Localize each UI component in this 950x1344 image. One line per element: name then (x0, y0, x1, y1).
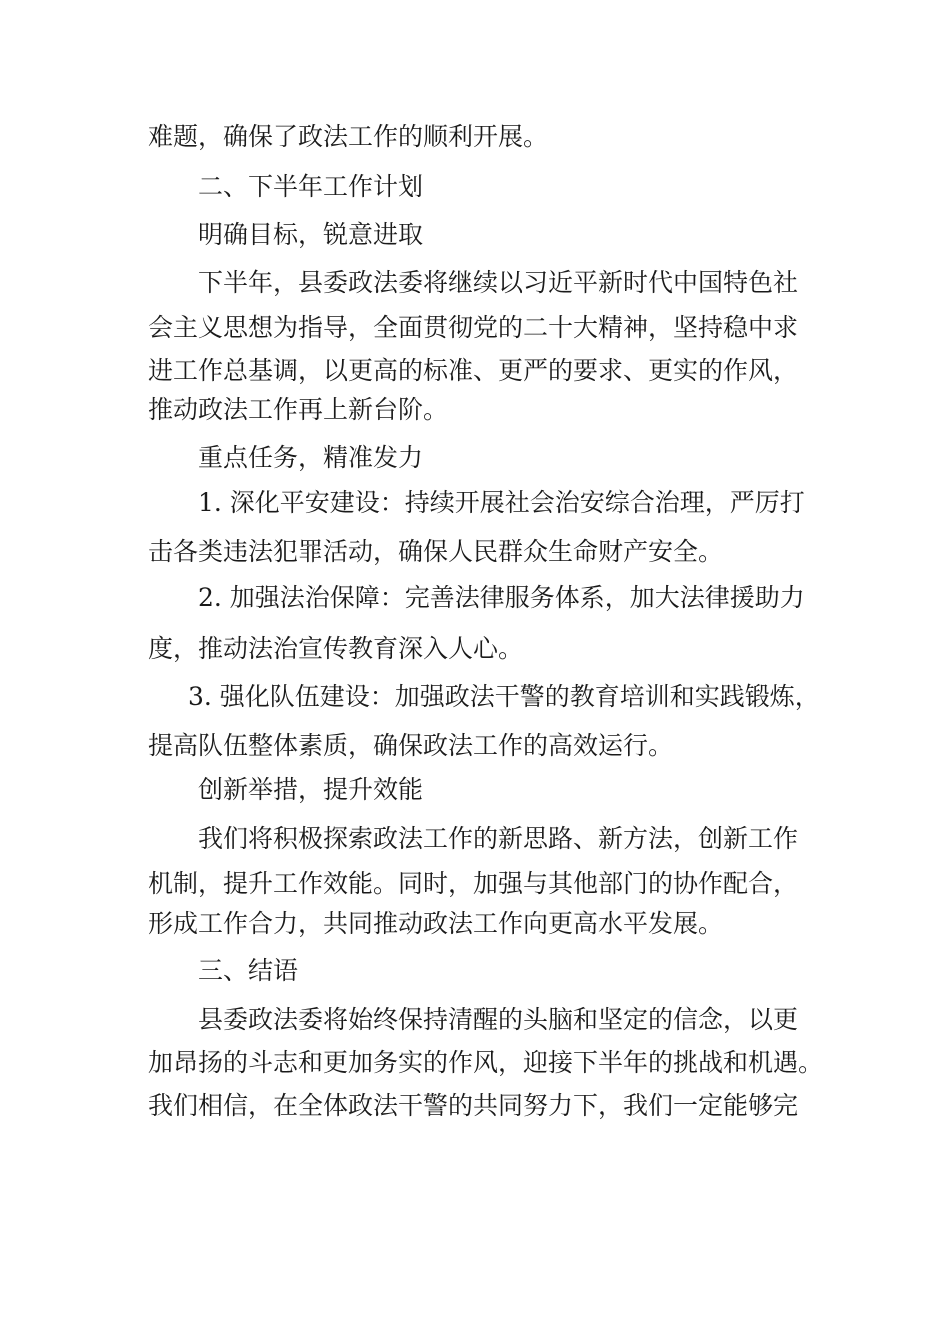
list-item-3: 3. 强化队伍建设：加强政法干警的教育培训和实践锻炼， (188, 682, 820, 711)
paragraph-line: 会主义思想为指导，全面贯彻党的二十大精神，坚持稳中求 (148, 313, 799, 342)
paragraph-line: 加昂扬的斗志和更加务实的作风，迎接下半年的挑战和机遇。 (148, 1048, 824, 1077)
subheading-innovation: 创新举措，提升效能 (198, 775, 424, 804)
paragraph-line: 难题，确保了政法工作的顺利开展。 (148, 122, 549, 151)
paragraph-line: 县委政法委将始终保持清醒的头脑和坚定的信念，以更 (198, 1005, 799, 1034)
paragraph-line: 我们相信，在全体政法干警的共同努力下，我们一定能够完 (148, 1091, 799, 1120)
paragraph-line: 下半年，县委政法委将继续以习近平新时代中国特色社 (198, 268, 799, 297)
list-item-2: 2. 加强法治保障：完善法律服务体系，加大法律援助力 (198, 583, 805, 612)
paragraph-line: 形成工作合力，共同推动政法工作向更高水平发展。 (148, 909, 724, 938)
section-heading-conclusion: 三、结语 (198, 956, 299, 985)
list-item-1: 1. 深化平安建设：持续开展社会治安综合治理，严厉打 (198, 488, 805, 517)
paragraph-line: 进工作总基调，以更高的标准、更严的要求、更实的作风， (148, 356, 799, 385)
list-item-1-continued: 击各类违法犯罪活动，确保人民群众生命财产安全。 (148, 537, 724, 566)
subheading-key-tasks: 重点任务，精准发力 (198, 443, 424, 472)
section-heading-plan: 二、下半年工作计划 (198, 172, 424, 201)
paragraph-line: 推动政法工作再上新台阶。 (148, 395, 449, 424)
subheading-goals: 明确目标，锐意进取 (198, 220, 424, 249)
paragraph-line: 机制，提升工作效能。同时，加强与其他部门的协作配合， (148, 869, 799, 898)
paragraph-line: 我们将积极探索政法工作的新思路、新方法，创新工作 (198, 824, 799, 853)
list-item-3-continued: 提高队伍整体素质，确保政法工作的高效运行。 (148, 731, 674, 760)
list-item-2-continued: 度，推动法治宣传教育深入人心。 (148, 634, 524, 663)
